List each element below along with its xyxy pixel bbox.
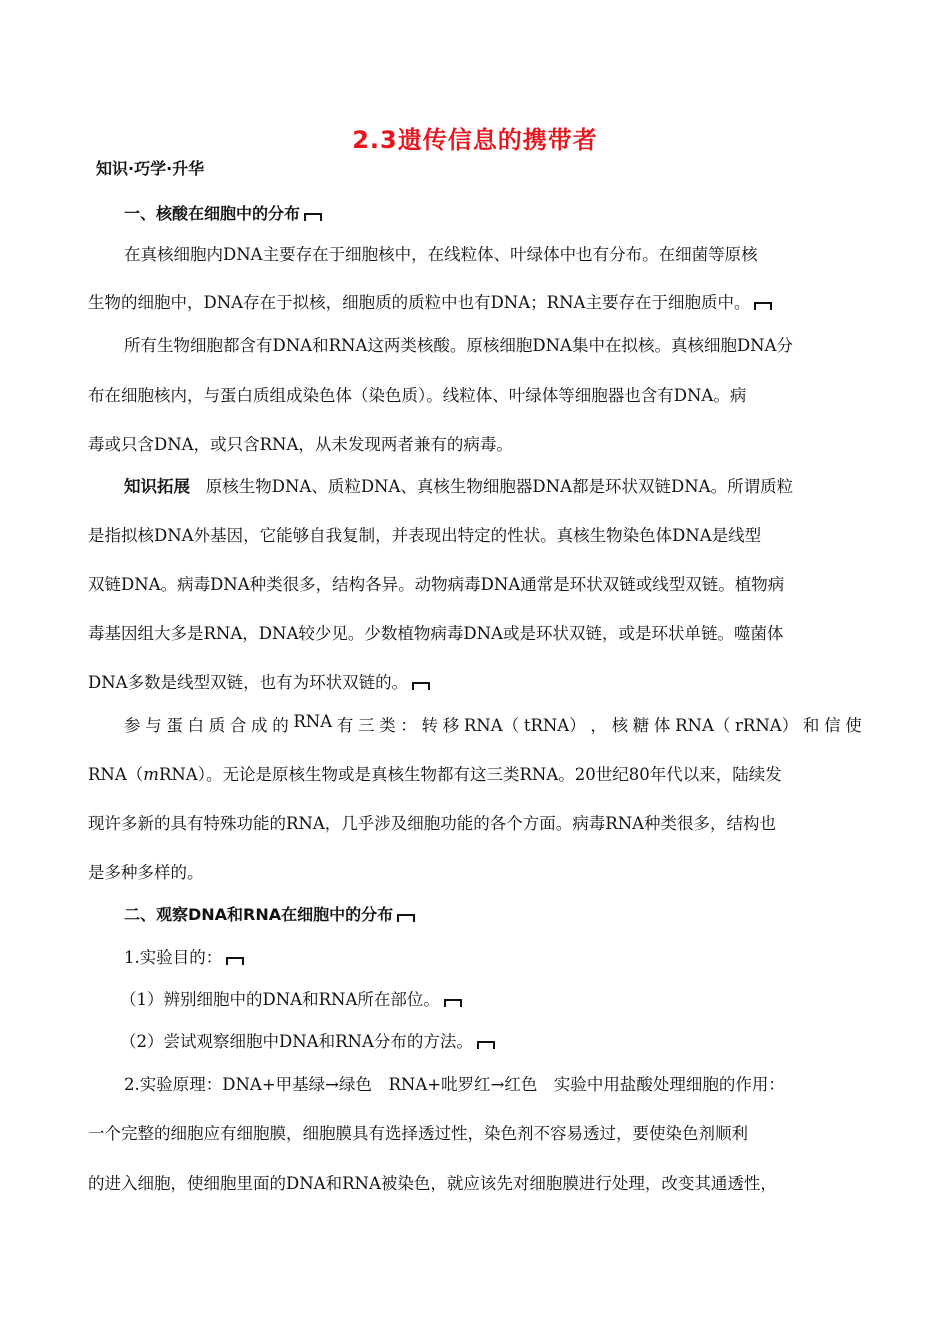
paragraph-line: 在真核细胞内DNA主要存在于细胞核中，在线粒体、叶绿体中也有分布。在细菌等原核 bbox=[124, 245, 758, 264]
page-title: 2.3遗传信息的携带者 bbox=[352, 126, 598, 154]
paragraph-mark-icon bbox=[226, 957, 244, 965]
list-item: （2）尝试观察细胞中DNA和RNA分布的方法。 bbox=[120, 1028, 495, 1052]
justified-glyph: RNA bbox=[293, 712, 333, 731]
paragraph-line: 一个完整的细胞应有细胞膜，细胞膜具有选择透过性，染色剂不容易透过，要使染色剂顺利 bbox=[88, 1124, 748, 1143]
list-item: （1）辨别细胞中的DNA和RNA所在部位。 bbox=[120, 986, 462, 1010]
justified-glyph: 三 bbox=[358, 716, 375, 735]
paragraph-line: 生物的细胞中，DNA存在于拟核，细胞质的质粒中也有DNA；RNA主要存在于细胞质中。 bbox=[88, 289, 772, 313]
justified-glyph: 成 bbox=[251, 716, 268, 735]
paragraph-line: 双链DNA。病毒DNA种类很多，结构各异。动物病毒DNA通常是环状双链或线型双链。植物病 bbox=[88, 575, 785, 594]
list-item: 2.实验原理：DNA+甲基绿→绿色 RNA+吡罗红→红色 实验中用盐酸处理细胞的作用： bbox=[124, 1075, 785, 1094]
paragraph-line: 现许多新的具有特殊功能的RNA，几乎涉及细胞功能的各个方面。病毒RNA种类很多，结构也 bbox=[88, 814, 777, 833]
paragraph-line: 毒或只含DNA，或只含RNA，从未发现两者兼有的病毒。 bbox=[88, 435, 513, 454]
paragraph-mark-icon bbox=[412, 682, 430, 690]
justified-glyph: 转 bbox=[421, 716, 439, 735]
justified-glyph: 信 bbox=[824, 716, 841, 735]
paragraph-line: RNA（mRNA）。无论是原核生物或是真核生物都有这三类RNA。20世纪80年代以来，陆续发 bbox=[88, 765, 782, 784]
paragraph-line: 是多种多样的。 bbox=[88, 863, 204, 882]
knowledge-extension-label: 知识拓展 bbox=[124, 477, 190, 496]
paragraph-mark-icon bbox=[397, 914, 415, 922]
justified-glyph: 体 bbox=[653, 716, 671, 735]
section-subtitle: 知识·巧学·升华 bbox=[96, 159, 205, 178]
paragraph-line: 知识拓展 原核生物DNA、质粒DNA、真核生物细胞器DNA都是环状双链DNA。所谓质粒 bbox=[124, 477, 794, 496]
justified-glyph: 核 bbox=[611, 716, 629, 735]
justified-glyph: 白 bbox=[187, 716, 205, 735]
justified-glyph: 类 bbox=[379, 716, 396, 735]
justified-line bbox=[124, 712, 862, 736]
justified-glyph: 糖 bbox=[632, 716, 650, 735]
justified-glyph: 合 bbox=[229, 716, 247, 735]
justified-glyph: 的 bbox=[272, 716, 289, 735]
justified-glyph: 移 bbox=[442, 716, 460, 735]
section1-heading: 一、核酸在细胞中的分布 bbox=[124, 201, 322, 224]
paragraph-mark-icon bbox=[477, 1041, 495, 1049]
paragraph-mark-icon bbox=[444, 999, 462, 1007]
paragraph-mark-icon bbox=[304, 213, 322, 221]
justified-glyph: 质 bbox=[208, 716, 226, 735]
paragraph-line: 毒基因组大多是RNA，DNA较少见。少数植物病毒DNA或是环状双链，或是环状单链。噬菌体 bbox=[88, 624, 784, 643]
justified-glyph: RNA（ bbox=[463, 716, 520, 735]
section2-heading: 二、观察DNA和RNA在细胞中的分布 bbox=[124, 902, 415, 925]
justified-glyph: RNA（ bbox=[675, 716, 731, 735]
justified-glyph: 使 bbox=[845, 716, 862, 735]
justified-glyph: 参 bbox=[124, 716, 141, 735]
justified-glyph: tRNA） bbox=[523, 716, 586, 735]
justified-glyph: 蛋 bbox=[166, 716, 183, 735]
paragraph-line: DNA多数是线型双链，也有为环状双链的。 bbox=[88, 669, 430, 693]
justified-glyph: ： bbox=[400, 716, 417, 735]
paragraph-line: 布在细胞核内，与蛋白质组成染色体（染色质）。线粒体、叶绿体等细胞器也含有DNA。病 bbox=[88, 386, 747, 405]
paragraph-mark-icon bbox=[754, 302, 772, 310]
paragraph-line: 是指拟核DNA外基因，它能够自我复制，并表现出特定的性状。真核生物染色体DNA是线型 bbox=[88, 526, 762, 545]
justified-glyph: 有 bbox=[336, 716, 354, 735]
justified-glyph: 与 bbox=[145, 716, 162, 735]
justified-glyph: ， bbox=[590, 716, 607, 735]
list-item: 1.实验目的： bbox=[124, 944, 244, 968]
paragraph-line: 的进入细胞，使细胞里面的DNA和RNA被染色，就应该先对细胞膜进行处理，改变其通透性， bbox=[88, 1174, 777, 1193]
justified-glyph: rRNA） bbox=[735, 716, 799, 735]
justified-glyph: 和 bbox=[802, 716, 820, 735]
paragraph-line: 所有生物细胞都含有DNA和RNA这两类核酸。原核细胞DNA集中在拟核。真核细胞DNA分 bbox=[124, 336, 794, 355]
